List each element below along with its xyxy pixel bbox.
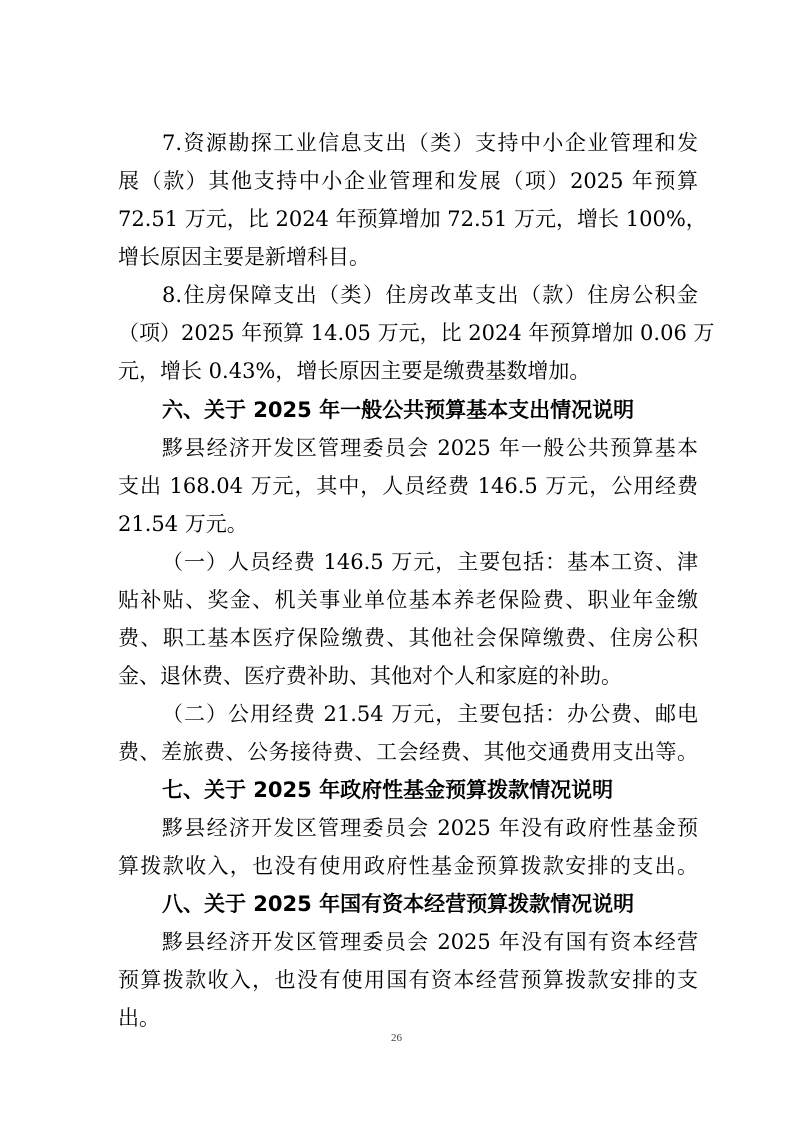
- paragraph-line: 黟县经济开发区管理委员会 2025 年一般公共预算基本: [162, 436, 698, 460]
- paragraph-line: （项）2025 年预算 14.05 万元，比 2024 年预算增加 0.06 万: [118, 321, 715, 345]
- paragraph-line: 增长原因主要是新增科目。: [118, 245, 370, 269]
- paragraph-line: 费、差旅费、公务接待费、工会经费、其他交通费用支出等。: [118, 740, 698, 764]
- paragraph-line: 费、职工基本医疗保险缴费、其他社会保障缴费、住房公积: [118, 626, 698, 650]
- paragraph-line: 算拨款收入，也没有使用政府性基金预算拨款安排的支出。: [118, 854, 698, 878]
- paragraph-line: 21.54 万元。: [118, 512, 248, 536]
- section-heading: 八、关于 2025 年国有资本经营预算拨款情况说明: [162, 892, 635, 916]
- section-heading: 六、关于 2025 年一般公共预算基本支出情况说明: [162, 398, 635, 422]
- paragraph-line: 贴补贴、奖金、机关事业单位基本养老保险费、职业年金缴: [118, 588, 698, 612]
- paragraph-line: 8.住房保障支出（类）住房改革支出（款）住房公积金: [162, 283, 698, 307]
- paragraph-line: 72.51 万元，比 2024 年预算增加 72.51 万元，增长 100%，: [118, 207, 707, 231]
- paragraph-line: 出。: [118, 1006, 160, 1030]
- paragraph-line: 黟县经济开发区管理委员会 2025 年没有国有资本经营: [162, 930, 698, 954]
- paragraph-line: 展（款）其他支持中小企业管理和发展（项）2025 年预算: [118, 169, 698, 193]
- paragraph-line: 预算拨款收入，也没有使用国有资本经营预算拨款安排的支: [118, 968, 698, 992]
- paragraph-line: （二）公用经费 21.54 万元，主要包括：办公费、邮电: [162, 702, 698, 726]
- section-heading: 七、关于 2025 年政府性基金预算拨款情况说明: [162, 778, 614, 802]
- paragraph-line: 支出 168.04 万元，其中，人员经费 146.5 万元，公用经费: [118, 474, 698, 498]
- paragraph-line: 7.资源勘探工业信息支出（类）支持中小企业管理和发: [162, 131, 698, 155]
- paragraph-line: 黟县经济开发区管理委员会 2025 年没有政府性基金预: [162, 816, 698, 840]
- paragraph-line: 元，增长 0.43%，增长原因主要是缴费基数增加。: [118, 359, 591, 383]
- paragraph-line: （一）人员经费 146.5 万元，主要包括：基本工资、津: [162, 550, 698, 574]
- paragraph-line: 金、退休费、医疗费补助、其他对个人和家庭的补助。: [118, 664, 622, 688]
- page-number: 26: [391, 1032, 402, 1044]
